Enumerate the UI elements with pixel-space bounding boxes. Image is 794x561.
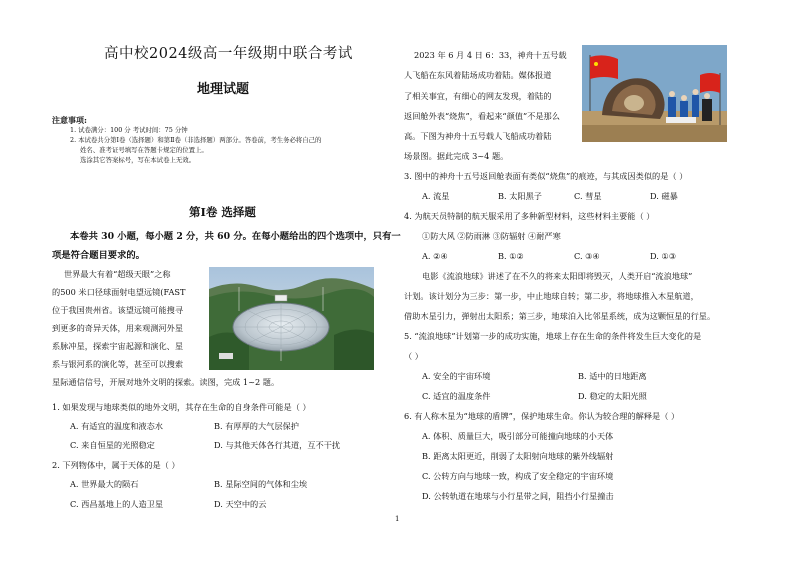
question-4-items: ①防大风 ②防雨淋 ③防辐射 ④耐严寒	[422, 231, 561, 241]
passage-line: 电影《流浪地球》讲述了在不久的将来太阳即将毁灭，人类开启“流浪地球”	[422, 271, 693, 281]
question-6-option-b[interactable]: B. 距离太阳更近，削弱了太阳射向地球的紫外线辐射	[422, 451, 614, 461]
question-4-option-c[interactable]: C. ③④	[574, 251, 600, 261]
question-4-option-b[interactable]: B. ①②	[498, 251, 524, 261]
passage-line: 场景图。据此完成 3~4 题。	[404, 151, 509, 161]
question-3-stem: 3. 图中的神舟十五号返回舱表面有类似“烧焦”的痕迹，与其成因类似的是（ ）	[404, 171, 688, 181]
passage-line: 返回舱外表“烧焦”，看起来“颜值”不是那么	[404, 111, 560, 121]
question-1-option-c[interactable]: C. 来自恒星的光照稳定	[70, 440, 155, 450]
page-number: 1	[395, 515, 400, 523]
question-3-option-b[interactable]: B. 太阳黑子	[498, 191, 542, 201]
question-6-option-d[interactable]: D. 公转轨道在地球与小行星带之间，阻挡小行星撞击	[422, 491, 614, 501]
question-1-option-b[interactable]: B. 有厚厚的大气层保护	[214, 421, 299, 431]
note-line: 姓名、准考证号填写在答题卡规定的位置上。	[80, 146, 208, 154]
question-2-option-a[interactable]: A. 世界最大的陨石	[70, 479, 139, 489]
question-5-stem: 5. “流浪地球”计划第一步的成功实施，地球上存在生命的条件将发生巨大变化的是	[404, 331, 702, 341]
fast-telescope-illustration	[209, 267, 374, 370]
passage-line: 星际通信信号，开展对地外文明的探索。读图，完成 1~2 题。	[52, 377, 280, 387]
question-3-option-d[interactable]: D. 磁暴	[650, 191, 678, 201]
question-2-stem: 2. 下列物体中，属于天体的是（ ）	[52, 460, 180, 470]
question-4-option-a[interactable]: A. ②④	[422, 251, 448, 261]
passage-line: 计划。该计划分为三步：第一步，中止地球自转；第二步，将地球推入木星航道，	[404, 291, 699, 301]
section-intro: 项是符合题目要求的。	[52, 250, 145, 261]
section-heading: 第Ⅰ卷 选择题	[189, 205, 256, 219]
passage-line: 了相关事宜，有细心的网友发现，着陆的	[404, 91, 552, 101]
exam-title: 高中校2024级高一年级期中联合考试	[104, 46, 353, 62]
question-4-option-d[interactable]: D. ①③	[650, 251, 677, 261]
passage-line: 借助木星引力，弹射出太阳系；第三步，地球泊入比邻星系统，成为这颗恒星的行星。	[404, 311, 716, 321]
passage-line: 位于我国贵州省。该望远镜可能搜寻	[52, 305, 184, 315]
question-2-option-b[interactable]: B. 星际空间的气体和尘埃	[214, 479, 308, 489]
question-6-option-c[interactable]: C. 公转方向与地球一致，构成了安全稳定的宇宙环境	[422, 471, 614, 481]
note-line: 2. 本试卷共分第Ⅰ卷（选择题）和第Ⅱ卷（非选择题）两部分。答卷前，考生务必将自己的	[70, 136, 322, 144]
question-6-option-a[interactable]: A. 体积、质量巨大，吸引部分可能撞向地球的小天体	[422, 431, 614, 441]
section-intro: 本卷共 30 小题，每小题 2 分，共 60 分。在每小题给出的四个选项中，只有一	[70, 231, 401, 242]
question-1-stem: 1. 如果发现与地球类似的地外文明，其存在生命的自身条件可能是（ ）	[52, 402, 311, 412]
question-6-stem: 6. 有人称木星为“地球的盾牌”，保护地球生命。你认为较合理的解释是（ ）	[404, 411, 680, 421]
question-1-option-d[interactable]: D. 与其他天体各行其道，互不干扰	[214, 440, 341, 450]
exam-subtitle: 地理试题	[197, 82, 250, 97]
passage-line: 高。下图为神舟十五号载人飞船成功着陆	[404, 131, 552, 141]
passage-line: 人飞船在东风着陆场成功着陆。媒体报道	[404, 70, 552, 80]
question-5-option-d[interactable]: D. 稳定的太阳光照	[578, 391, 647, 401]
shenzhou-landing-photo	[582, 45, 727, 142]
passage-line: 世界最大有着“超级天眼”之称	[64, 269, 171, 279]
question-2-option-d[interactable]: D. 天空中的云	[214, 499, 267, 509]
passage-line: 2023 年 6 月 4 日 6：33，神舟十五号载	[414, 50, 567, 60]
question-1-option-a[interactable]: A. 有适宜的温度和液态水	[70, 421, 163, 431]
passage-line: 系与银河系的演化等，甚至可以搜索	[52, 359, 184, 369]
question-5-option-c[interactable]: C. 适宜的温度条件	[422, 391, 491, 401]
passage-line: 到更多的奇异天体，用来观测河外星	[52, 323, 184, 333]
question-2-option-c[interactable]: C. 西昌基地上的人造卫星	[70, 499, 164, 509]
notes-heading: 注意事项:	[52, 115, 87, 125]
passage-line: 系脉冲星，探索宇宙起源和演化、星	[52, 341, 184, 351]
question-4-stem: 4. 为航天员特制的航天服采用了多种新型材料，这些材料主要能（ ）	[404, 211, 655, 221]
question-3-option-a[interactable]: A. 流星	[422, 191, 450, 201]
question-5-option-b[interactable]: B. 适中的日地距离	[578, 371, 647, 381]
note-line: 1. 试卷满分：100 分 考试时间：75 分钟	[70, 126, 188, 134]
fast-telescope-photo	[209, 267, 374, 370]
shenzhou-landing-illustration	[582, 45, 727, 142]
note-line: 选涂其它答案标号，写在本试卷上无效。	[80, 156, 196, 164]
passage-line: 的500 米口径球面射电望远镜(FAST	[52, 287, 186, 297]
question-5-stem-tail: （ ）	[404, 351, 423, 361]
question-5-option-a[interactable]: A. 安全的宇宙环境	[422, 371, 491, 381]
question-3-option-c[interactable]: C. 彗星	[574, 191, 602, 201]
